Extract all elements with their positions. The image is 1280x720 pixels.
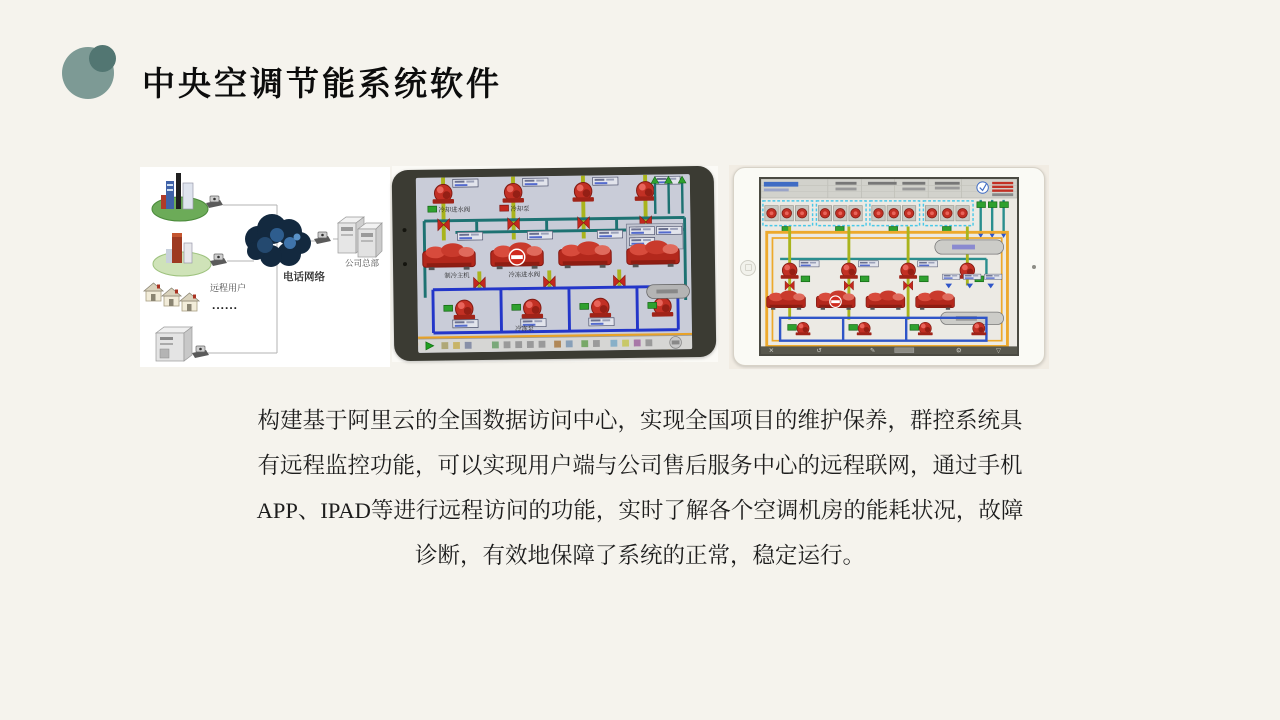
tablet-scada-canvas: [761, 179, 1017, 354]
cooling-inlet-valve-label: 冷却进水阀: [438, 206, 471, 215]
gear-icon: ⚙: [955, 347, 962, 354]
tablet-device-frame: [733, 167, 1045, 366]
status-green-box: [428, 206, 437, 212]
network-topology-diagram: [140, 167, 390, 367]
paragraph-line: 有远程监控功能，可以实现用户端与公司售后服务中心的远程联网，通过手机: [257, 453, 1023, 478]
tablet-screenshot-photo: [729, 165, 1049, 369]
tablet-scada-screen: [759, 177, 1019, 356]
deco-circle-small-icon: [89, 45, 116, 72]
cloud-label: 电话网络: [283, 271, 325, 283]
cooling-pump-label: 冷却泵: [510, 205, 530, 214]
phone-camera-icon: [402, 228, 406, 232]
brand-logo-icon: [977, 182, 988, 193]
page-title: 中央空调节能系统软件: [142, 65, 502, 102]
phone-sensor-icon: [403, 262, 407, 266]
remote-users-dots: ......: [212, 298, 239, 312]
headquarters-server-icon: [338, 217, 382, 257]
logo-text-strip: [764, 182, 798, 187]
remote-server-icon: [156, 327, 192, 361]
chiller-main-label: 制冷主机: [444, 272, 470, 280]
edit-icon: ✎: [869, 347, 876, 354]
phone-screenshot-photo: [392, 166, 718, 362]
toolbar-center-button: [895, 348, 914, 353]
paragraph-line: 构建基于阿里云的全国数据访问中心，实现全国项目的维护保养，群控系统具: [257, 408, 1023, 433]
tablet-camera-icon: [1032, 265, 1036, 269]
phone-device-frame: [392, 166, 717, 361]
phone-scada-screen: [416, 174, 692, 353]
phone-scada-canvas: [416, 174, 692, 353]
paragraph-line: APP、IPAD等进行远程访问的功能，实时了解各个空调机房的能耗状况，故障: [256, 498, 1024, 523]
collapse-icon: ▽: [995, 347, 1002, 354]
tablet-toolbar: [761, 346, 1017, 354]
close-icon: ✕: [768, 347, 775, 354]
paragraph-line: 诊断，有效地保障了系统的正常，稳定运行。: [414, 543, 865, 568]
chilled-pump-label: 冷冻泵: [515, 325, 535, 333]
headquarters-label: 公司总部: [345, 258, 380, 268]
scada-header: [761, 179, 1017, 198]
status-red-box: [500, 205, 509, 211]
undo-icon: ↺: [816, 347, 822, 354]
home-button: [740, 260, 756, 276]
chilled-inlet-valve-label: 冷冻进水阀: [508, 271, 541, 279]
tank-label-strip: [656, 289, 677, 293]
network-diagram-canvas: [140, 167, 390, 367]
body-paragraph: [90, 398, 1190, 578]
remote-users-label: 远程用户: [210, 283, 247, 293]
